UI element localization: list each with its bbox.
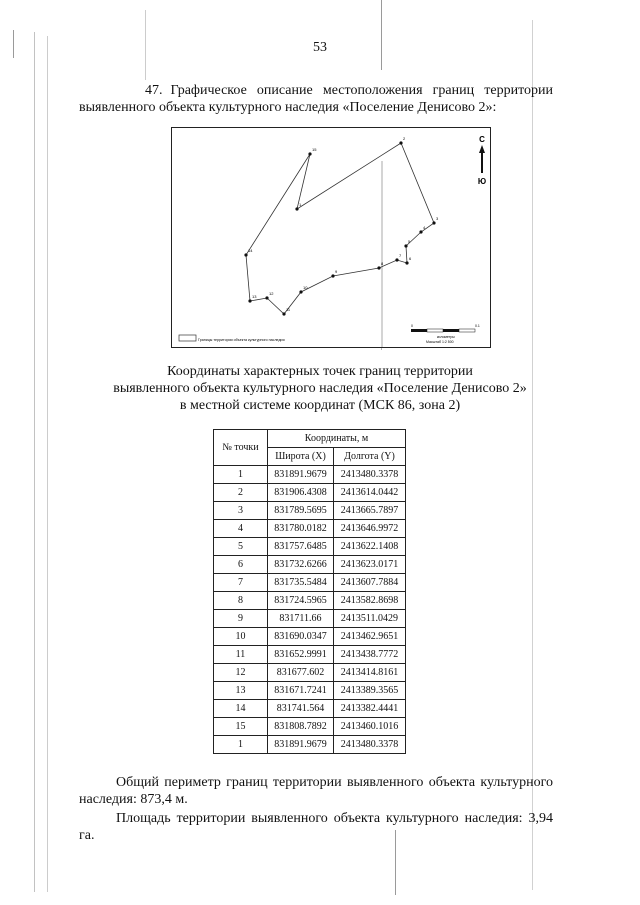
boundary-point-label: 6	[409, 256, 412, 261]
cell-point: 10	[214, 628, 268, 646]
perimeter-text: Общий периметр границ территории выявленного объекта культурного наследия: 873,4 м.	[79, 775, 553, 807]
boundary-point-label: 7	[399, 253, 402, 258]
map-legend	[179, 335, 285, 342]
boundary-point	[331, 274, 334, 277]
cell-point: 7	[214, 574, 268, 592]
table-row	[214, 664, 406, 682]
boundary-point	[404, 244, 407, 247]
table-row	[214, 700, 406, 718]
table-row	[214, 574, 406, 592]
boundary-point	[308, 152, 311, 155]
scale-segment	[459, 329, 475, 332]
cell-point: 2	[214, 484, 268, 502]
cell-longitude: 2413462.9651	[334, 628, 406, 646]
scan-artifact-line	[532, 20, 533, 890]
boundary-point	[248, 299, 251, 302]
legend-swatch	[179, 335, 196, 341]
cell-point: 3	[214, 502, 268, 520]
boundary-point	[405, 261, 408, 264]
table-header-row	[214, 430, 406, 448]
cell-point: 11	[214, 646, 268, 664]
area-text: Площадь территории выявленного объекта культурного наследия: 3,94 га.	[79, 811, 553, 843]
cell-longitude: 2413614.0442	[334, 484, 406, 502]
boundary-point-label: 8	[381, 261, 384, 266]
cell-latitude: 831780.0182	[268, 520, 334, 538]
cell-longitude: 2413480.3378	[334, 736, 406, 754]
cell-latitude: 831690.0347	[268, 628, 334, 646]
cell-point: 15	[214, 718, 268, 736]
legend-label: Границы территории объекта культурного наследия	[198, 338, 285, 342]
cell-longitude: 2413438.7772	[334, 646, 406, 664]
cell-point: 14	[214, 700, 268, 718]
cell-latitude: 831711.66	[268, 610, 334, 628]
boundary-point	[399, 141, 402, 144]
cell-longitude: 2413582.8698	[334, 592, 406, 610]
cell-latitude: 831735.5484	[268, 574, 334, 592]
cell-latitude: 831906.4308	[268, 484, 334, 502]
table-row	[214, 718, 406, 736]
area-paragraph	[79, 810, 553, 844]
cell-longitude: 2413389.3565	[334, 682, 406, 700]
header-longitude: Долгота (Y)	[334, 448, 406, 466]
boundary-point	[244, 253, 247, 256]
boundary-point	[295, 207, 298, 210]
boundary-points	[244, 136, 439, 316]
boundary-point-label: 5	[408, 239, 411, 244]
cell-latitude: 831671.7241	[268, 682, 334, 700]
scale-zero: 0	[411, 324, 413, 328]
boundary-point-label: 12	[269, 291, 274, 296]
section-heading	[79, 82, 553, 116]
header-latitude: Широта (X)	[268, 448, 334, 466]
boundary-point	[419, 230, 422, 233]
cell-latitude: 831789.5695	[268, 502, 334, 520]
boundary-point	[395, 258, 398, 261]
boundary-point-label: 14	[248, 248, 253, 253]
boundary-point-label: 13	[252, 294, 257, 299]
cell-longitude: 2413607.7884	[334, 574, 406, 592]
scan-artifact-line	[34, 32, 35, 892]
cell-point: 12	[214, 664, 268, 682]
north-arrow-shaft	[481, 153, 483, 173]
cell-longitude: 2413414.8161	[334, 664, 406, 682]
boundary-point-label: 2	[403, 136, 406, 141]
cell-latitude: 831652.9991	[268, 646, 334, 664]
cell-point: 9	[214, 610, 268, 628]
boundary-point	[282, 312, 285, 315]
scan-artifact-line	[381, 0, 382, 70]
cell-latitude: 831891.9679	[268, 466, 334, 484]
caption-line: Координаты характерных точек границ территории	[167, 364, 473, 379]
caption-line: выявленного объекта культурного наследия «Поселение Денисово 2»	[113, 381, 527, 396]
perimeter-paragraph	[79, 774, 553, 808]
boundary-point-label: 11	[286, 307, 291, 312]
table-row	[214, 610, 406, 628]
cell-latitude: 831741.564	[268, 700, 334, 718]
boundary-point	[432, 221, 435, 224]
table-row	[214, 466, 406, 484]
table-row	[214, 628, 406, 646]
cell-latitude: 831757.6485	[268, 538, 334, 556]
cell-longitude: 2413665.7897	[334, 502, 406, 520]
boundary-point	[265, 296, 268, 299]
boundary-point-label: 15	[312, 147, 317, 152]
south-label: Ю	[477, 177, 487, 186]
scale-label: Масштаб 1:2 500	[426, 340, 454, 344]
cell-longitude: 2413622.1408	[334, 538, 406, 556]
scale-end: 0.1	[475, 324, 480, 328]
table-row	[214, 556, 406, 574]
section-heading-text: Графическое описание местоположения границ территории выявленного объекта культурного наследия «Поселение Денисово 2»:	[79, 83, 553, 115]
header-point: № точки	[214, 430, 268, 466]
cell-point: 5	[214, 538, 268, 556]
boundary-point-label: 9	[335, 269, 338, 274]
coordinates-caption	[79, 363, 561, 414]
boundary-polygon	[246, 143, 434, 314]
coordinates-table	[213, 429, 406, 754]
scale-segment	[411, 329, 427, 332]
cell-longitude: 2413623.0171	[334, 556, 406, 574]
boundary-map	[171, 127, 491, 348]
scale-bar	[411, 324, 480, 344]
north-arrow	[478, 135, 486, 186]
cell-longitude: 2413646.9972	[334, 520, 406, 538]
cell-point: 13	[214, 682, 268, 700]
table-row	[214, 520, 406, 538]
scale-unit: километры	[437, 335, 455, 339]
table-row	[214, 682, 406, 700]
cell-point: 1	[214, 466, 268, 484]
table-row	[214, 538, 406, 556]
north-label: С	[479, 135, 485, 144]
cell-latitude: 831677.602	[268, 664, 334, 682]
scale-segment	[443, 329, 459, 332]
boundary-point-label: 10	[303, 285, 308, 290]
cell-point: 1	[214, 736, 268, 754]
cell-point: 8	[214, 592, 268, 610]
scan-artifact-line	[47, 36, 48, 892]
header-coordinates: Координаты, м	[268, 430, 406, 448]
boundary-point-label: 3	[436, 216, 439, 221]
section-number: 47.	[145, 83, 163, 98]
boundary-point	[377, 266, 380, 269]
cell-longitude: 2413382.4441	[334, 700, 406, 718]
page-number: 53	[313, 40, 327, 55]
boundary-point-label: 4	[423, 225, 426, 230]
boundary-map-drawing	[172, 128, 490, 347]
table-row	[214, 646, 406, 664]
cell-longitude: 2413480.3378	[334, 466, 406, 484]
caption-line: в местной системе координат (МСК 86, зона 2)	[179, 398, 461, 413]
cell-longitude: 2413460.1016	[334, 718, 406, 736]
boundary-point	[299, 290, 302, 293]
table-body	[214, 466, 406, 754]
cell-latitude: 831891.9679	[268, 736, 334, 754]
cell-point: 6	[214, 556, 268, 574]
scale-segment	[427, 329, 443, 332]
cell-point: 4	[214, 520, 268, 538]
table-row	[214, 502, 406, 520]
table-row	[214, 592, 406, 610]
north-arrow-icon	[479, 145, 485, 153]
cell-latitude: 831732.6266	[268, 556, 334, 574]
cell-longitude: 2413511.0429	[334, 610, 406, 628]
cell-latitude: 831808.7892	[268, 718, 334, 736]
cell-latitude: 831724.5965	[268, 592, 334, 610]
table-row	[214, 484, 406, 502]
table-row	[214, 736, 406, 754]
boundary-point-label: 1	[299, 202, 302, 207]
